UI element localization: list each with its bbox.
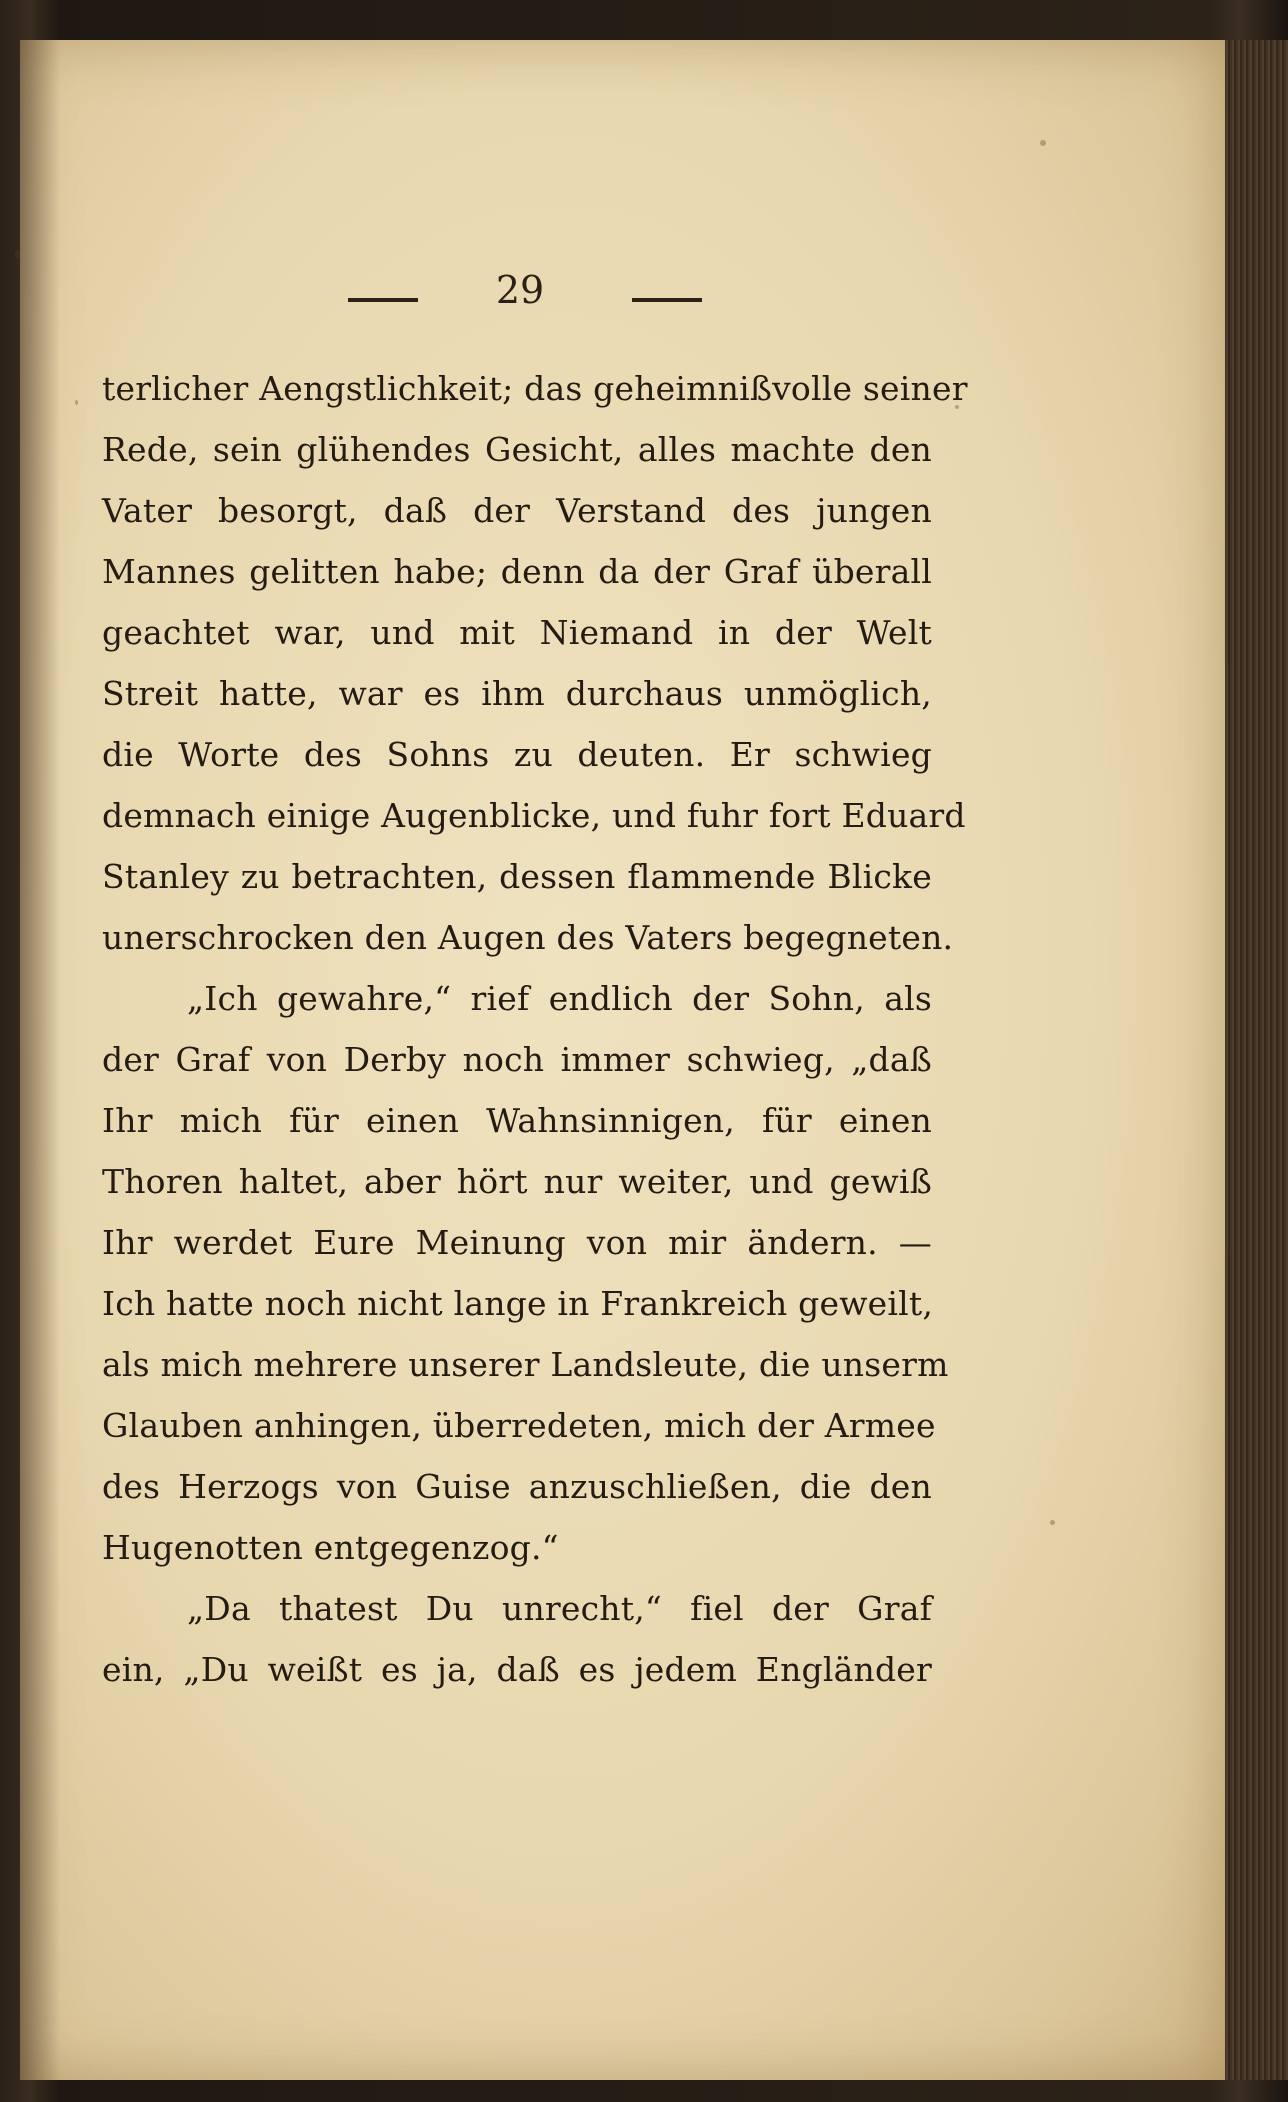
text-line: demnach einige Augenblicke, und fuhr fort Eduard [102, 796, 966, 835]
text-line: Ich hatte noch nicht lange in Frankreich geweilt, [102, 1284, 934, 1323]
paper-speck [75, 400, 78, 405]
text-line: „Ich gewahre,“ rief endlich der Sohn, als [187, 979, 932, 1018]
text-line: die Worte des Sohns zu deuten. Er schwieg [102, 735, 932, 774]
text-line: geachtet war, und mit Niemand in der Welt [102, 613, 932, 652]
text-line: Glauben anhingen, überredeten, mich der Armee [102, 1406, 936, 1445]
paper-page [20, 40, 1225, 2080]
paper-speck [15, 250, 20, 259]
page-header [20, 268, 1225, 328]
text-line: des Herzogs von Guise anzuschließen, die den [102, 1467, 932, 1506]
paper-speck [1050, 1520, 1055, 1525]
text-line: der Graf von Derby noch immer schwieg, „daß [102, 1040, 932, 1079]
text-line: Stanley zu betrachten, dessen flammende Blicke [102, 857, 932, 896]
text-line: ein, „Du weißt es ja, daß es jedem Engländer [102, 1650, 932, 1689]
page-number: 29 [495, 268, 545, 312]
text-line: unerschrocken den Augen des Vaters begegneten. [102, 918, 954, 957]
text-line: Thoren haltet, aber hört nur weiter, und gewiß [102, 1162, 932, 1201]
header-dash-right [632, 298, 702, 302]
text-line: Ihr mich für einen Wahnsinnigen, für einen [102, 1101, 932, 1140]
paper-speck [1040, 140, 1046, 146]
text-line: als mich mehrere unserer Landsleute, die unserm [102, 1345, 949, 1384]
text-line: Ihr werdet Eure Meinung von mir ändern. — [102, 1223, 932, 1262]
binding-gutter [20, 40, 60, 2080]
body-text [102, 358, 968, 1700]
header-dash-left [348, 298, 418, 302]
book-edge [1225, 40, 1288, 2080]
text-line: Vater besorgt, daß der Verstand des jungen [102, 491, 932, 530]
text-line: Hugenotten entgegenzog.“ [102, 1528, 559, 1567]
text-line: terlicher Aengstlichkeit; das geheimnißvolle seiner [102, 369, 968, 408]
text-line: Streit hatte, war es ihm durchaus unmöglich, [102, 674, 932, 713]
text-line: Mannes gelitten habe; denn da der Graf überall [102, 552, 932, 591]
text-line: „Da thatest Du unrecht,“ fiel der Graf [187, 1589, 932, 1628]
text-line: Rede, sein glühendes Gesicht, alles machte den [102, 430, 932, 469]
